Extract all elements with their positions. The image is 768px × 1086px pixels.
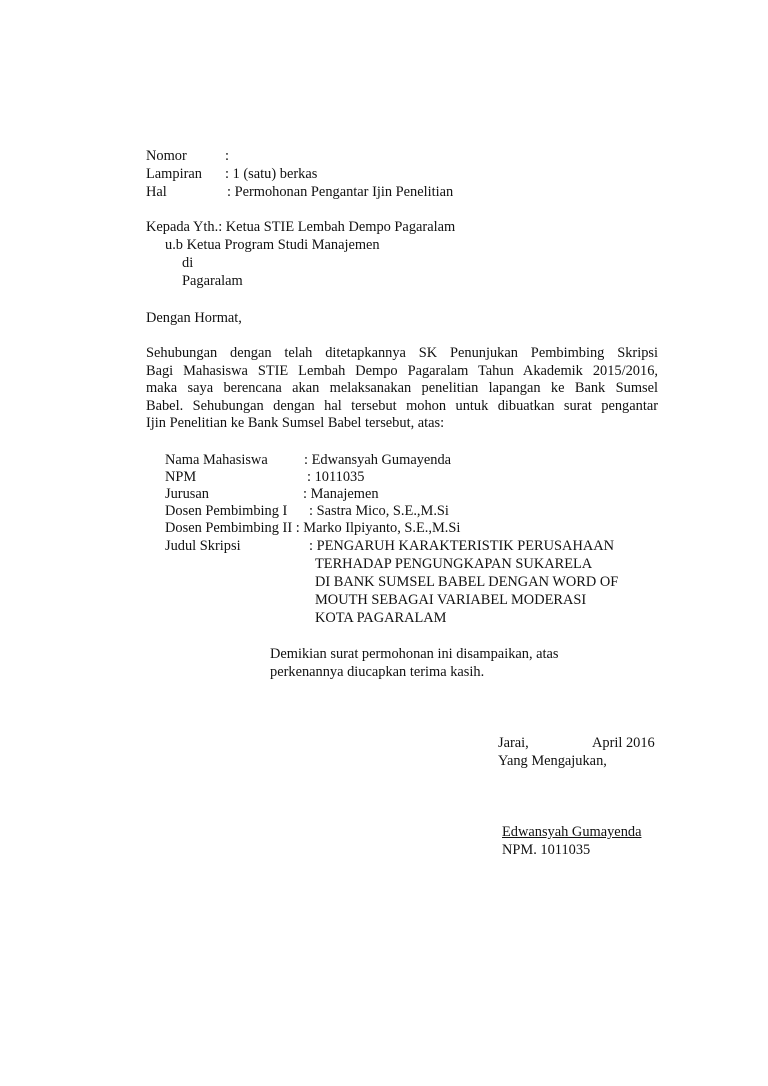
- recipient-line-4: Pagaralam: [182, 273, 243, 289]
- lampiran-label: Lampiran: [146, 166, 202, 182]
- npm-label: NPM: [165, 469, 197, 485]
- dosen1-label: Dosen Pembimbing I: [165, 503, 288, 519]
- judul-label: Judul Skripsi: [165, 538, 241, 554]
- body-line: Sehubungan dengan telah ditetapkannya SK Penunjukan Pembimbing Skripsi: [146, 345, 658, 361]
- dosen1-value: : Sastra Mico, S.E.,M.Si: [309, 503, 449, 519]
- nomor-label: Nomor: [146, 148, 187, 164]
- greeting: Dengan Hormat,: [146, 310, 242, 326]
- signature-place: Jarai,: [498, 735, 529, 751]
- dosen2-line: Dosen Pembimbing II : Marko Ilpiyanto, S.E.,M.Si: [165, 520, 461, 536]
- signature-role: Yang Mengajukan,: [498, 753, 607, 769]
- body-line: Ijin Penelitian ke Bank Sumsel Babel tersebut, atas:: [146, 415, 445, 432]
- body-paragraph: [146, 345, 658, 433]
- judul-line: KOTA PAGARALAM: [315, 610, 447, 626]
- nama-label: Nama Mahasiswa: [165, 452, 268, 468]
- closing-line-2: perkenannya diucapkan terima kasih.: [270, 664, 485, 680]
- signature-npm: NPM. 1011035: [502, 842, 591, 858]
- judul-line: TERHADAP PENGUNGKAPAN SUKARELA: [315, 556, 593, 572]
- recipient-line-2: u.b Ketua Program Studi Manajemen: [165, 237, 380, 253]
- nomor-value: :: [225, 148, 229, 164]
- lampiran-value: : 1 (satu) berkas: [225, 166, 318, 182]
- jurusan-label: Jurusan: [165, 486, 209, 502]
- nama-value: : Edwansyah Gumayenda: [304, 452, 452, 468]
- judul-line: : PENGARUH KARAKTERISTIK PERUSAHAAN: [309, 538, 615, 554]
- jurusan-value: : Manajemen: [303, 486, 379, 502]
- body-line: Babel. Sehubungan dengan hal tersebut mohon untuk dibuatkan surat pengantar: [146, 397, 658, 414]
- body-line: maka saya berencana akan melaksanakan penelitian lapangan ke Bank Sumsel: [146, 380, 658, 397]
- npm-value: : 1011035: [307, 469, 365, 485]
- signature-date: April 2016: [592, 735, 655, 751]
- judul-line: MOUTH SEBAGAI VARIABEL MODERASI: [315, 592, 587, 608]
- hal-value: : Permohonan Pengantar Ijin Penelitian: [227, 184, 454, 200]
- signature-name: Edwansyah Gumayenda: [502, 824, 642, 840]
- body-line: Bagi Mahasiswa STIE Lembah Dempo Pagaralam Tahun Akademik 2015/2016,: [146, 362, 658, 379]
- recipient-line-3: di: [182, 255, 194, 271]
- hal-label: Hal: [146, 184, 167, 200]
- closing-line-1: Demikian surat permohonan ini disampaikan, atas: [270, 646, 559, 662]
- recipient-line-1: Kepada Yth.: Ketua STIE Lembah Dempo Pagaralam: [146, 219, 456, 235]
- judul-line: DI BANK SUMSEL BABEL DENGAN WORD OF: [315, 574, 619, 590]
